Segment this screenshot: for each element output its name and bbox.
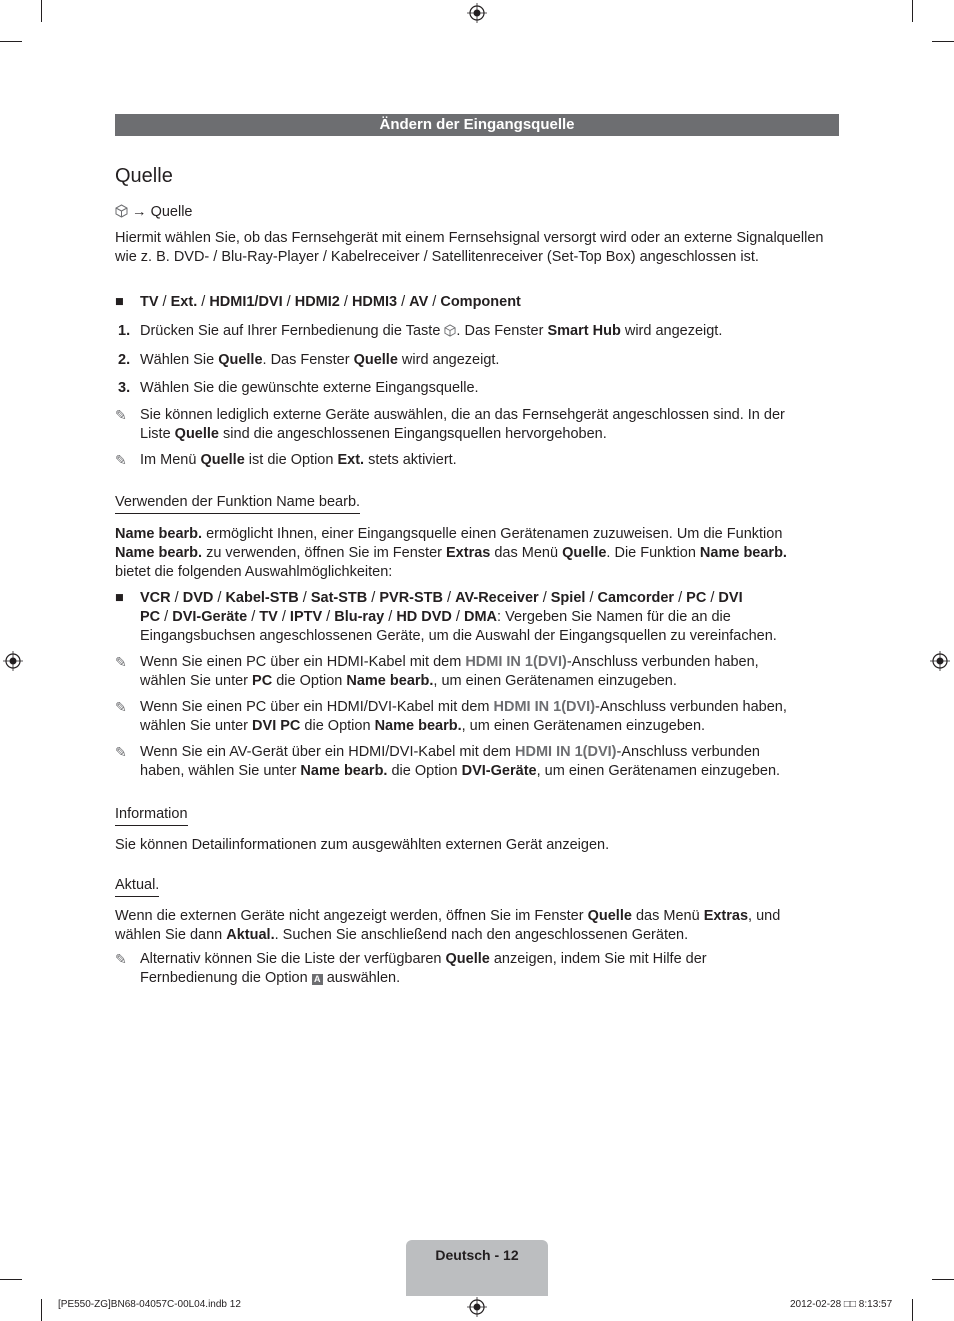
print-slug-left: [PE550-ZG]BN68-04057C-00L04.indb 12 <box>58 1299 241 1310</box>
crop-mark <box>0 41 22 42</box>
square-bullet-icon: ■ <box>115 590 124 606</box>
crop-mark <box>0 1279 22 1280</box>
crop-mark <box>41 0 42 22</box>
page-number-tab: Deutsch - 12 <box>406 1240 548 1296</box>
step-number: 3. <box>118 380 131 396</box>
cube-menu-icon <box>115 204 128 218</box>
path-target: Quelle <box>150 204 193 220</box>
step-number: 2. <box>118 352 131 368</box>
subsection-heading: Information <box>115 805 188 826</box>
print-slug-right: 2012-02-28 □□ 8:13:57 <box>790 1299 893 1310</box>
registration-mark-icon <box>467 3 487 23</box>
a-button-icon: A <box>312 974 323 985</box>
source-options: TV / Ext. / HDMI1/DVI / HDMI2 / HDMI3 / AV / Component <box>140 294 521 310</box>
step-2: Wählen Sie Quelle. Das Fenster Quelle wird angezeigt. <box>140 352 500 368</box>
crop-mark <box>41 1299 42 1321</box>
note: Im Menü Quelle ist die Option Ext. stets aktiviert. <box>140 452 457 468</box>
pencil-note-icon: ✎ <box>115 407 127 423</box>
pencil-note-icon: ✎ <box>115 452 127 468</box>
cube-menu-icon <box>444 324 456 337</box>
name-bearb-paragraph: Name bearb. ermöglicht Ihnen, einer Eingangsquelle einen Gerätenamen zuzuweisen. Um die Funktion Name bearb. zu verwenden, öffnen Sie im Fenster Extras das Menü Quelle. Die Funktion Name bearb. bietet die folgenden Auswahlmöglichkeiten: <box>115 526 787 580</box>
device-list: VCR / DVD / Kabel-STB / Sat-STB / PVR-STB / AV-Receiver / Spiel / Camcorder / PC / DVI PC / DVI-Geräte / TV / IPTV / Blu-ray / HD DVD / DMA: Vergeben Sie Namen für die an die Eingangsbuchsen angeschlossenen Geräte, um die Auswahl der Eingangsquellen zu vereinfachen. <box>140 590 777 644</box>
step-3: Wählen Sie die gewünschte externe Eingangsquelle. <box>140 380 479 396</box>
intro-paragraph: Hiermit wählen Sie, ob das Fernsehgerät mit einem Fernsehsignal versorgt wird oder an externe Signalquellen wie z. B. DVD- / Blu-Ray-Player / Kabelreceiver / Satellitenreceiver (Set-Top Box) angeschlossen ist. <box>115 230 824 265</box>
page-title: Quelle <box>115 165 173 187</box>
crop-mark <box>932 1279 954 1280</box>
crop-mark <box>932 41 954 42</box>
subsection-heading: Verwenden der Funktion Name bearb. <box>115 493 360 514</box>
crop-mark <box>912 1299 913 1321</box>
registration-mark-icon <box>930 651 950 671</box>
subsection-heading: Aktual. <box>115 876 159 897</box>
menu-path <box>115 203 839 222</box>
path-arrow: → <box>132 204 147 220</box>
pencil-note-icon: ✎ <box>115 654 127 670</box>
step-1: Drücken Sie auf Ihrer Fernbedienung die Taste . Das Fenster Smart Hub wird angezeigt. <box>140 323 723 339</box>
step-number: 1. <box>118 323 131 339</box>
registration-mark-icon <box>467 1297 487 1317</box>
note: Alternativ können Sie die Liste der verfügbaren Quelle anzeigen, indem Sie mit Hilfe der Fernbedienung die Option A auswählen. <box>140 951 707 986</box>
update-paragraph: Wenn die externen Geräte nicht angezeigt werden, öffnen Sie im Fenster Quelle das Menü Extras, und wählen Sie dann Aktual.. Suchen Sie anschließend nach den angeschlossenen Geräten. <box>115 908 781 943</box>
section-header-bar: Ändern der Eingangsquelle <box>115 114 839 136</box>
square-bullet-icon: ■ <box>115 294 124 310</box>
note: Wenn Sie ein AV-Gerät über ein HDMI/DVI-Kabel mit dem HDMI IN 1(DVI)-Anschluss verbunden haben, wählen Sie unter Name bearb. die Option DVI-Geräte, um einen Gerätenamen einzugeben. <box>140 744 781 779</box>
registration-mark-icon <box>3 651 23 671</box>
pencil-note-icon: ✎ <box>115 744 127 760</box>
pencil-note-icon: ✎ <box>115 699 127 715</box>
crop-mark <box>912 0 913 22</box>
pencil-note-icon: ✎ <box>115 951 127 967</box>
info-paragraph: Sie können Detailinformationen zum ausgewählten externen Gerät anzeigen. <box>115 837 610 853</box>
note: Wenn Sie einen PC über ein HDMI-Kabel mit dem HDMI IN 1(DVI)-Anschluss verbunden haben, wählen Sie unter PC die Option Name bearb., um einen Gerätenamen einzugeben. <box>140 654 759 689</box>
note: Wenn Sie einen PC über ein HDMI/DVI-Kabel mit dem HDMI IN 1(DVI)-Anschluss verbunden haben, wählen Sie unter DVI PC die Option Name bearb., um einen Gerätenamen einzugeben. <box>140 699 787 734</box>
note: Sie können lediglich externe Geräte auswählen, die an das Fernsehgerät angeschlossen sind. In der Liste Quelle sind die angeschlossenen Eingangsquellen hervorgehoben. <box>140 407 785 442</box>
